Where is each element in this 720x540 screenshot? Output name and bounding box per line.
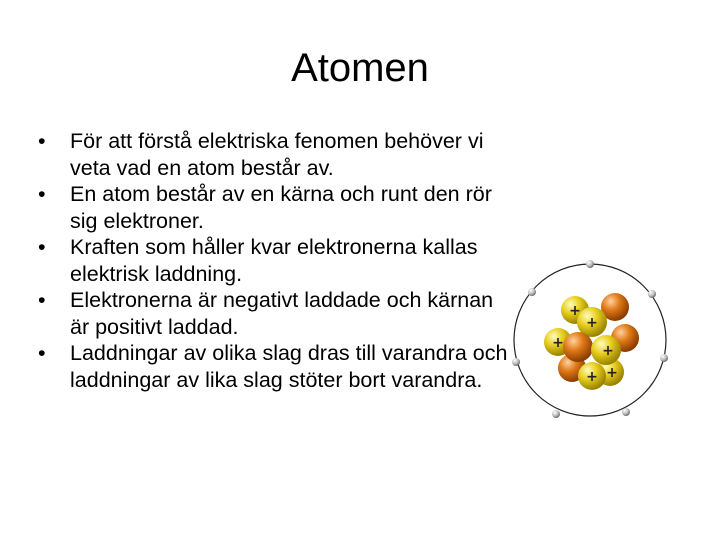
bullet-item (38, 128, 508, 181)
bullet-item (38, 340, 508, 393)
bullet-item (38, 181, 508, 234)
electron (528, 288, 536, 296)
bullet-text: För att förstå elektriska fenomen behöver vi veta vad en atom består av. (70, 129, 484, 180)
bullet-item (38, 287, 508, 340)
proton-sign: + (569, 303, 581, 319)
proton-sign: + (586, 315, 598, 331)
slide-title: Atomen (291, 46, 429, 90)
atom-model-icon (500, 250, 680, 430)
electron (552, 410, 560, 418)
bullet-text: En atom består av en kärna och runt den rör sig elektroner. (70, 182, 492, 233)
proton-sign: + (552, 335, 564, 351)
electron (586, 260, 594, 268)
bullet-marker: • (38, 288, 46, 312)
bullet-marker: • (38, 182, 46, 206)
neutron (563, 332, 593, 362)
bullet-text: Elektronerna är negativt laddade och kärnan är positivt laddad. (70, 288, 494, 339)
electron (648, 290, 656, 298)
bullet-item (38, 234, 508, 287)
proton-sign: + (602, 343, 614, 359)
bullet-marker: • (38, 341, 46, 365)
bullet-marker: • (38, 235, 46, 259)
atom-illustration (500, 250, 680, 430)
proton-sign: + (606, 365, 618, 381)
bullet-list (38, 128, 508, 393)
electron (622, 408, 630, 416)
electron (660, 354, 668, 362)
bullet-text: Kraften som håller kvar elektronerna kallas elektrisk laddning. (70, 235, 478, 286)
bullet-marker: • (38, 129, 46, 153)
bullet-text: Laddningar av olika slag dras till varandra och laddningar av lika slag stöter bort varandra. (70, 341, 508, 392)
proton-sign: + (586, 369, 598, 385)
electron (512, 358, 520, 366)
